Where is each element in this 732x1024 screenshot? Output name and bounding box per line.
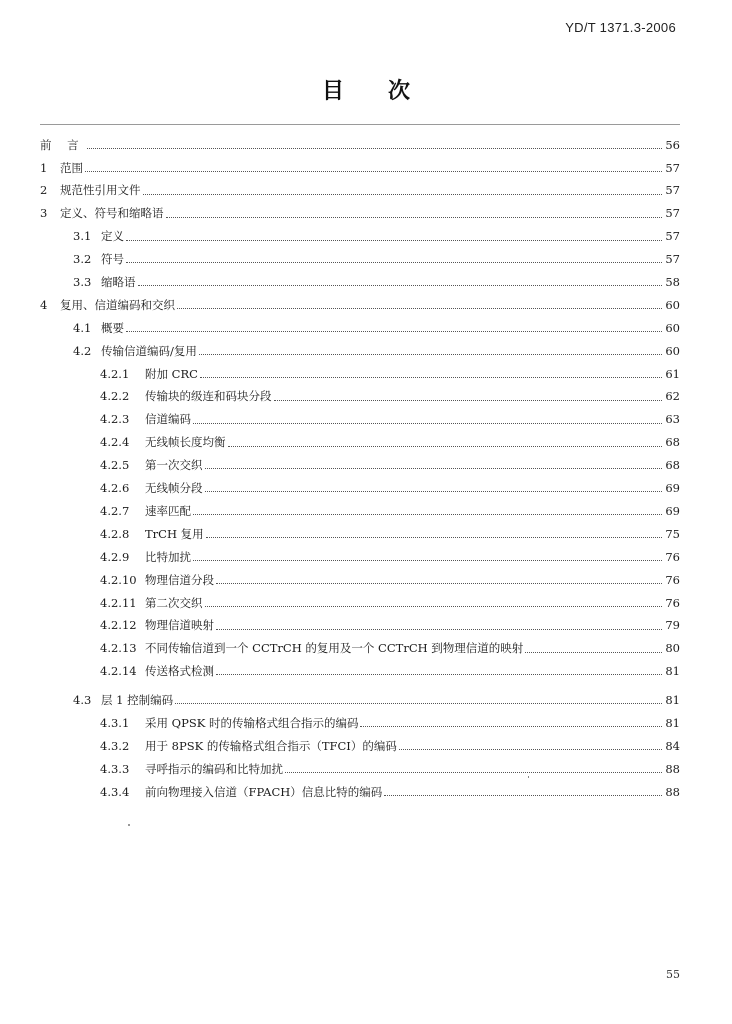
toc-entry-title: 第二次交织: [145, 595, 203, 610]
toc-entry-4-2-7[interactable]: [40, 500, 680, 523]
toc-entry-4-2-5[interactable]: [40, 454, 680, 477]
dot-leader: [274, 400, 663, 401]
toc-entry-title: 前 言: [40, 137, 85, 152]
dot-leader: [228, 446, 663, 447]
dot-leader: [126, 240, 662, 241]
toc-entry-page: 57: [665, 252, 680, 267]
toc-entry-number: 2: [40, 183, 48, 198]
toc-entry-page: 76: [665, 572, 680, 587]
toc-entry-title: 传输块的级连和码块分段: [145, 389, 272, 404]
dot-leader: [143, 194, 663, 195]
toc-entry-number: 4.2.12: [100, 618, 137, 633]
toc-entry-page: 69: [665, 503, 680, 518]
dot-leader: [177, 308, 662, 309]
toc-entry-number: 4.3.3: [100, 761, 130, 776]
dot-leader: [200, 377, 662, 378]
scan-speck: [528, 776, 529, 778]
toc-entry-page: 61: [665, 366, 680, 381]
toc-entry-4-2-6[interactable]: [40, 477, 680, 500]
toc-entry-title: 信道编码: [145, 412, 191, 427]
dot-leader: [384, 795, 662, 796]
toc-entry-4-2-13[interactable]: [40, 638, 680, 661]
dot-leader: [193, 423, 662, 424]
toc-entry-number: 3.3: [73, 275, 92, 290]
toc-entry-title: 前向物理接入信道（FPACH）信息比特的编码: [145, 784, 383, 799]
toc-entry-4-3-2[interactable]: [40, 735, 680, 758]
dot-leader: [193, 560, 662, 561]
toc-entry-2[interactable]: [40, 180, 680, 203]
toc-entry-title: 无线帧分段: [145, 481, 203, 496]
toc-entry-number: 4.2.7: [100, 503, 130, 518]
toc-entry-page: 57: [665, 160, 680, 175]
toc-entry-number: 4: [40, 297, 48, 312]
toc-entry-title: 寻呼指示的编码和比特加扰: [145, 761, 283, 776]
scan-speck: [128, 824, 130, 826]
toc-entry-4-2-1[interactable]: [40, 363, 680, 386]
toc-entry-page: 88: [665, 784, 680, 799]
dot-leader: [138, 285, 663, 286]
toc-entry-4-3-4[interactable]: [40, 781, 680, 804]
toc-entry-4-2-3[interactable]: [40, 409, 680, 432]
toc-entry-number: 4.2.11: [100, 595, 137, 610]
toc-entry-number: 4.2.2: [100, 389, 130, 404]
toc-entry-4-3-1[interactable]: [40, 712, 680, 735]
toc-entry-number: 4.2.13: [100, 641, 137, 656]
dot-leader: [525, 652, 662, 653]
toc-entry-4-3[interactable]: [40, 689, 680, 712]
toc-entry-number: 1: [40, 160, 48, 175]
toc-entry-number: 4.3: [73, 693, 92, 708]
toc-entry-title: 概要: [101, 320, 124, 335]
toc-entry-4-2[interactable]: [40, 340, 680, 363]
dot-leader: [199, 354, 662, 355]
dot-leader: [175, 703, 662, 704]
toc-entry-title: 物理信道映射: [145, 618, 214, 633]
toc-entry-page: 76: [665, 549, 680, 564]
title-divider: [40, 124, 680, 125]
dot-leader: [399, 749, 662, 750]
toc-entry-3-1[interactable]: [40, 226, 680, 249]
toc-entry-page: 84: [665, 738, 680, 753]
toc-entry-number: 4.2.6: [100, 481, 130, 496]
toc-entry-4-2-12[interactable]: [40, 615, 680, 638]
toc-entry-page: 57: [665, 206, 680, 221]
toc-entry-page: 88: [665, 761, 680, 776]
toc-entry-4-2-11[interactable]: [40, 592, 680, 615]
toc-entry-number: 4.3.4: [100, 784, 130, 799]
toc-title: 目次: [321, 79, 454, 104]
toc-entry-4-1[interactable]: [40, 317, 680, 340]
toc-entry-number: 4.2.9: [100, 549, 130, 564]
toc-entry-title: 复用、信道编码和交织: [60, 297, 175, 312]
toc-entry-3-3[interactable]: [40, 271, 680, 294]
toc-entry-title: 第一次交织: [145, 458, 203, 473]
toc-entry-1[interactable]: [40, 157, 680, 180]
toc-entry-number: 4.2.4: [100, 435, 130, 450]
toc-entry-page: 57: [665, 229, 680, 244]
dot-leader: [205, 491, 663, 492]
toc-entry-page: 60: [665, 343, 680, 358]
dot-leader: [285, 772, 662, 773]
toc-entry-page: 79: [665, 618, 680, 633]
table-of-contents: [40, 134, 680, 804]
dot-leader: [216, 674, 662, 675]
toc-entry-page: 68: [665, 458, 680, 473]
toc-entry-number: 4.3.1: [100, 715, 130, 730]
dot-leader: [87, 148, 662, 149]
dot-leader: [193, 514, 662, 515]
toc-entry-title: 定义、符号和缩略语: [60, 206, 164, 221]
toc-entry-title: 规范性引用文件: [60, 183, 141, 198]
toc-entry-4[interactable]: [40, 294, 680, 317]
toc-entry-page: 81: [665, 715, 680, 730]
toc-entry-4-2-2[interactable]: [40, 386, 680, 409]
dot-leader: [126, 262, 662, 263]
toc-entry-title: 传输信道编码/复用: [101, 343, 197, 358]
toc-entry-page: 80: [665, 641, 680, 656]
standard-code: YD/T 1371.3-2006: [565, 20, 676, 35]
toc-entry-4-2-8[interactable]: [40, 523, 680, 546]
dot-leader: [216, 583, 662, 584]
toc-entry-title: TrCH 复用: [145, 526, 204, 541]
toc-entry-title: 范围: [60, 160, 83, 175]
toc-entry-number: 4.3.2: [100, 738, 130, 753]
toc-entry-page: 60: [665, 297, 680, 312]
toc-entry-page: 75: [665, 526, 680, 541]
page-number: 55: [666, 968, 680, 981]
toc-entry-page: 57: [665, 183, 680, 198]
toc-entry-title: 附加 CRC: [145, 366, 198, 381]
dot-leader: [85, 171, 662, 172]
toc-entry-3[interactable]: [40, 203, 680, 226]
toc-entry-foreword[interactable]: [40, 134, 680, 157]
dot-leader: [360, 726, 662, 727]
toc-entry-title: 用于 8PSK 的传输格式组合指示（TFCI）的编码: [145, 738, 397, 753]
toc-entry-number: 3: [40, 206, 48, 221]
toc-entry-page: 76: [665, 595, 680, 610]
dot-leader: [126, 331, 662, 332]
toc-entry-title: 无线帧长度均衡: [145, 435, 226, 450]
toc-entry-number: 4.2.8: [100, 526, 130, 541]
toc-entry-title: 符号: [101, 252, 124, 267]
dot-leader: [205, 606, 663, 607]
toc-entry-number: 4.2.3: [100, 412, 130, 427]
toc-entry-page: 81: [665, 664, 680, 679]
toc-entry-4-3-3[interactable]: [40, 758, 680, 781]
toc-entry-title: 层 1 控制编码: [101, 693, 174, 708]
toc-entry-number: 3.2: [73, 252, 92, 267]
toc-entry-title: 比特加扰: [145, 549, 191, 564]
toc-entry-page: 60: [665, 320, 680, 335]
toc-entry-title: 定义: [101, 229, 124, 244]
toc-entry-page: 58: [665, 275, 680, 290]
toc-entry-title: 速率匹配: [145, 503, 191, 518]
toc-entry-4-2-9[interactable]: [40, 546, 680, 569]
toc-entry-page: 81: [665, 693, 680, 708]
toc-entry-number: 4.2.1: [100, 366, 130, 381]
toc-entry-title: 缩略语: [101, 275, 136, 290]
dot-leader: [216, 629, 662, 630]
toc-entry-number: 4.2: [73, 343, 92, 358]
toc-entry-number: 4.2.5: [100, 458, 130, 473]
toc-entry-page: 63: [665, 412, 680, 427]
toc-entry-4-2-14[interactable]: [40, 660, 680, 683]
toc-entry-title: 不同传输信道到一个 CCTrCH 的复用及一个 CCTrCH 到物理信道的映射: [145, 641, 524, 656]
toc-entry-page: 68: [665, 435, 680, 450]
toc-entry-page: 69: [665, 481, 680, 496]
toc-entry-number: 4.2.14: [100, 664, 137, 679]
toc-entry-3-2[interactable]: [40, 248, 680, 271]
dot-leader: [205, 468, 663, 469]
toc-entry-page: 62: [665, 389, 680, 404]
toc-entry-title: 物理信道分段: [145, 572, 214, 587]
dot-leader: [206, 537, 662, 538]
toc-entry-title: 传送格式检测: [145, 664, 214, 679]
toc-entry-number: 3.1: [73, 229, 92, 244]
toc-entry-4-2-10[interactable]: [40, 569, 680, 592]
toc-entry-page: 56: [665, 137, 680, 152]
toc-entry-number: 4.2.10: [100, 572, 137, 587]
toc-entry-number: 4.1: [73, 320, 92, 335]
toc-entry-4-2-4[interactable]: [40, 432, 680, 455]
dot-leader: [166, 217, 663, 218]
toc-entry-title: 采用 QPSK 时的传输格式组合指示的编码: [145, 715, 359, 730]
